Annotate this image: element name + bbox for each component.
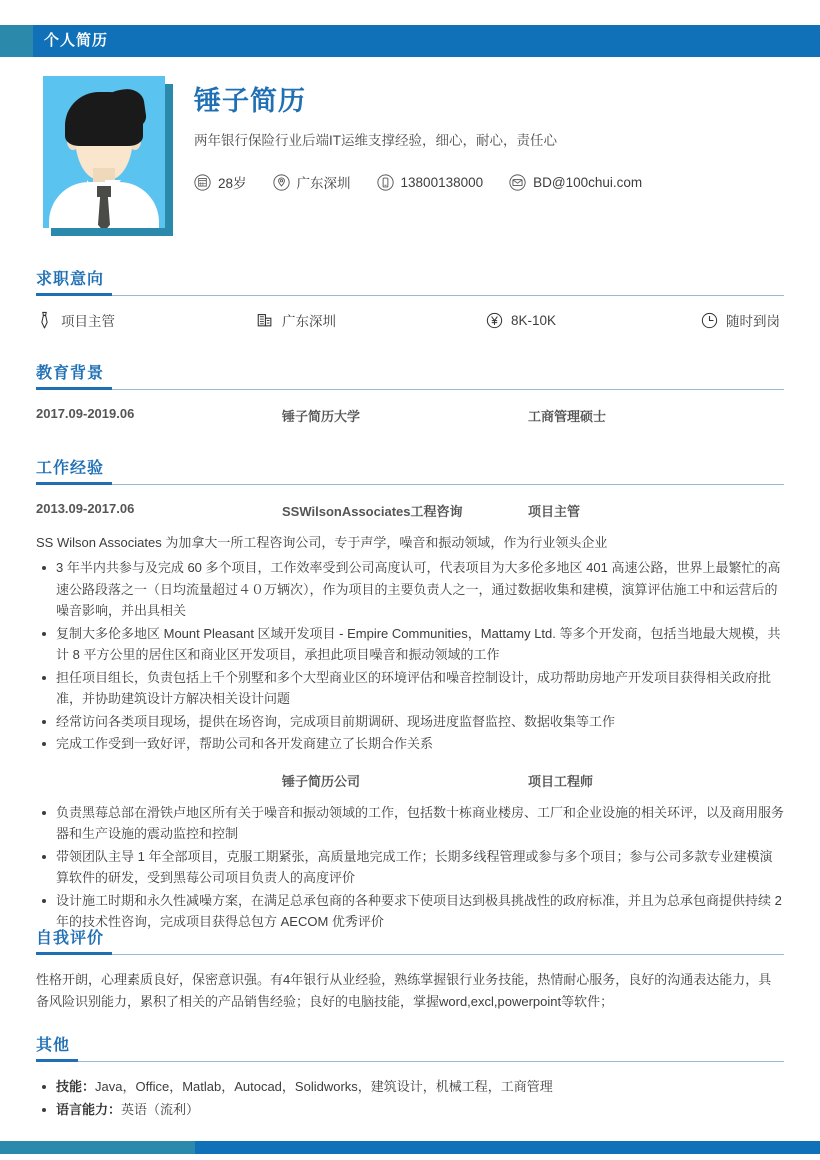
experience-entry-header [36, 771, 784, 790]
list-item: 担任项目组长，负责包括上千个别墅和多个大型商业区的环境评估和噪音控制设计，成功帮助房地产开发项目获得相关政府批准，并协助建筑设计方解决相关设计问题 [36, 667, 784, 710]
experience-entry [36, 501, 784, 755]
profile-info [194, 84, 794, 192]
banner-teal-segment [0, 25, 33, 57]
experience-role: 项目主管 [528, 504, 581, 519]
intent-location [256, 310, 486, 330]
experience-bullets [36, 557, 784, 755]
phone-icon [377, 174, 394, 191]
section-title: 求职意向 [36, 271, 105, 288]
self-evaluation-text: 性格开朗，心理素质良好，保密意识强。有4年银行从业经验，熟练掌握银行业务技能，热情耐心服务，良好的沟通表达能力，具备风险识别能力，累积了相关的产品销售经验；良好的电脑技能，掌握word,excl,powerpoint等软件； [36, 972, 772, 1009]
profile-header [0, 70, 820, 245]
contact-age [194, 172, 247, 192]
section-rule-thick [36, 387, 112, 390]
intent-position [36, 310, 256, 330]
list-item: 3 年半内共参与及完成 60 多个项目，工作效率受到公司高度认可，代表项目为大多伦多地区 401 高速公路，世界上最繁忙的高速公路段落之一（日均流量超过４０万辆次），作为项目的主要负责人之一，通过数据收集和建模，演算评估施工中和运营后的噪音影响，并出具相关 [36, 557, 784, 622]
section-rule-thick [36, 1059, 78, 1062]
location-pin-icon [273, 174, 290, 191]
section-other [36, 1032, 784, 1121]
list-item: 带领团队主导 1 年全部项目，克服工期紧张，高质量地完成工作；长期多线程管理或参与多个项目；参与公司多款专业建模演算软件的研发，受到黑莓公司项目负责人的高度评价 [36, 846, 784, 889]
experience-company: 锤子简历公司 [282, 773, 361, 789]
intent-position-value: 项目主管 [61, 314, 115, 329]
education-entry [36, 406, 784, 425]
intent-availability [701, 310, 780, 330]
list-item: 完成工作受到一致好评，帮助公司和各开发商建立了长期合作关系 [36, 733, 784, 755]
section-rule-thick [36, 482, 112, 485]
contact-location-value: 广东深圳 [296, 176, 351, 191]
avatar-illustration [43, 76, 165, 228]
contact-email-value: BD@100chui.com [533, 174, 643, 190]
section-self-evaluation [36, 925, 784, 1013]
experience-role: 项目工程师 [528, 773, 594, 789]
section-title: 其他 [36, 1037, 71, 1054]
calendar-icon [194, 174, 211, 191]
list-item [36, 1076, 784, 1098]
list-item [36, 1099, 784, 1121]
section-rule-thick [36, 293, 112, 296]
experience-company: SSWilsonAssociates工程咨询 [282, 504, 463, 519]
section-header [36, 1032, 784, 1062]
candidate-tagline: 两年银行保险行业后端IT运维支撑经验，细心，耐心，责任心 [194, 133, 557, 148]
job-intent-row [36, 310, 784, 330]
list-item: 负责黑莓总部在滑铁卢地区所有关于噪音和振动领域的工作，包括数十栋商业楼房、工厂和企业设施的相关环评，以及商用服务器和生产设施的震动监控和控制 [36, 802, 784, 845]
banner-blue-segment [33, 25, 820, 57]
section-header [36, 925, 784, 955]
list-item: 经常访问各类项目现场，提供在场咨询，完成项目前期调研、现场进度监督监控、数据收集等工作 [36, 711, 784, 733]
banner-blue-segment [195, 1141, 820, 1154]
education-school: 锤子简历大学 [282, 409, 361, 424]
section-rule-thin [36, 484, 784, 485]
section-header [36, 455, 784, 485]
section-rule-thin [36, 295, 784, 296]
intent-availability-value: 随时到岗 [726, 314, 780, 329]
intent-salary-value: 8K-10K [511, 312, 557, 328]
contact-phone [377, 174, 484, 191]
clock-icon [701, 312, 718, 329]
experience-intro: SS Wilson Associates 为加拿大一所工程咨询公司，专于声学，噪音和振动领域，作为行业领头企业 [36, 535, 608, 550]
page-title: 个人简历 [44, 32, 109, 49]
experience-entry [36, 771, 784, 933]
education-period: 2017.09-2019.06 [36, 406, 135, 421]
necktie-icon [36, 311, 53, 330]
section-header [36, 360, 784, 390]
section-header [36, 266, 784, 296]
list-item: 设计施工时期和永久性减噪方案，在满足总承包商的各种要求下使项目达到极具挑战性的政府标准，并且为总承包商提供持续 2 年的技术性咨询，完成项目获得总包方 AECOM 优秀评价 [36, 890, 784, 933]
contact-age-value: 28岁 [218, 176, 247, 191]
contact-list [194, 172, 794, 192]
section-rule-thin [36, 954, 784, 955]
banner-teal-segment [0, 1141, 195, 1154]
section-rule-thin [36, 389, 784, 390]
top-banner [0, 25, 820, 57]
avatar-tie-knot [97, 186, 111, 197]
list-item: 复制大多伦多地区 Mount Pleasant 区域开发项目 - Empire Communities，Mattamy Ltd. 等多个开发商，包括当地最大规模，共计 8 平方公里的居住区和商业区开发项目，承担此项目噪音和振动领域的工作 [36, 623, 784, 666]
avatar [43, 76, 173, 236]
experience-bullets [36, 802, 784, 933]
section-title: 工作经验 [36, 460, 105, 477]
section-education [36, 360, 784, 425]
other-skills-value: Java，Office，Matlab，Autocad，Solidworks，建筑设计，机械工程，工商管理 [95, 1079, 553, 1094]
bottom-banner [0, 1141, 820, 1154]
other-language-label: 语言能力： [56, 1101, 122, 1117]
contact-phone-value: 13800138000 [400, 174, 484, 190]
experience-period [36, 771, 282, 790]
experience-period: 2013.09-2017.06 [36, 501, 135, 516]
avatar-tie [98, 196, 110, 228]
section-experience [36, 455, 784, 934]
section-job-intent [36, 266, 784, 330]
building-icon [256, 311, 274, 329]
other-language-value: 英语（流利） [121, 1101, 200, 1117]
experience-entry-header [36, 501, 784, 520]
email-icon [509, 174, 526, 191]
intent-location-value: 广东深圳 [282, 314, 336, 329]
section-title: 教育背景 [36, 365, 105, 382]
section-rule-thin [36, 1061, 784, 1062]
other-list [36, 1076, 784, 1120]
yen-icon [486, 312, 503, 329]
education-degree: 工商管理硕士 [528, 409, 607, 424]
contact-email [509, 174, 642, 191]
intent-salary [486, 312, 701, 329]
section-title: 自我评价 [36, 930, 105, 947]
candidate-name: 锤子简历 [194, 86, 306, 116]
contact-location [273, 172, 351, 192]
other-skills-label: 技能： [56, 1079, 96, 1094]
section-rule-thick [36, 952, 112, 955]
